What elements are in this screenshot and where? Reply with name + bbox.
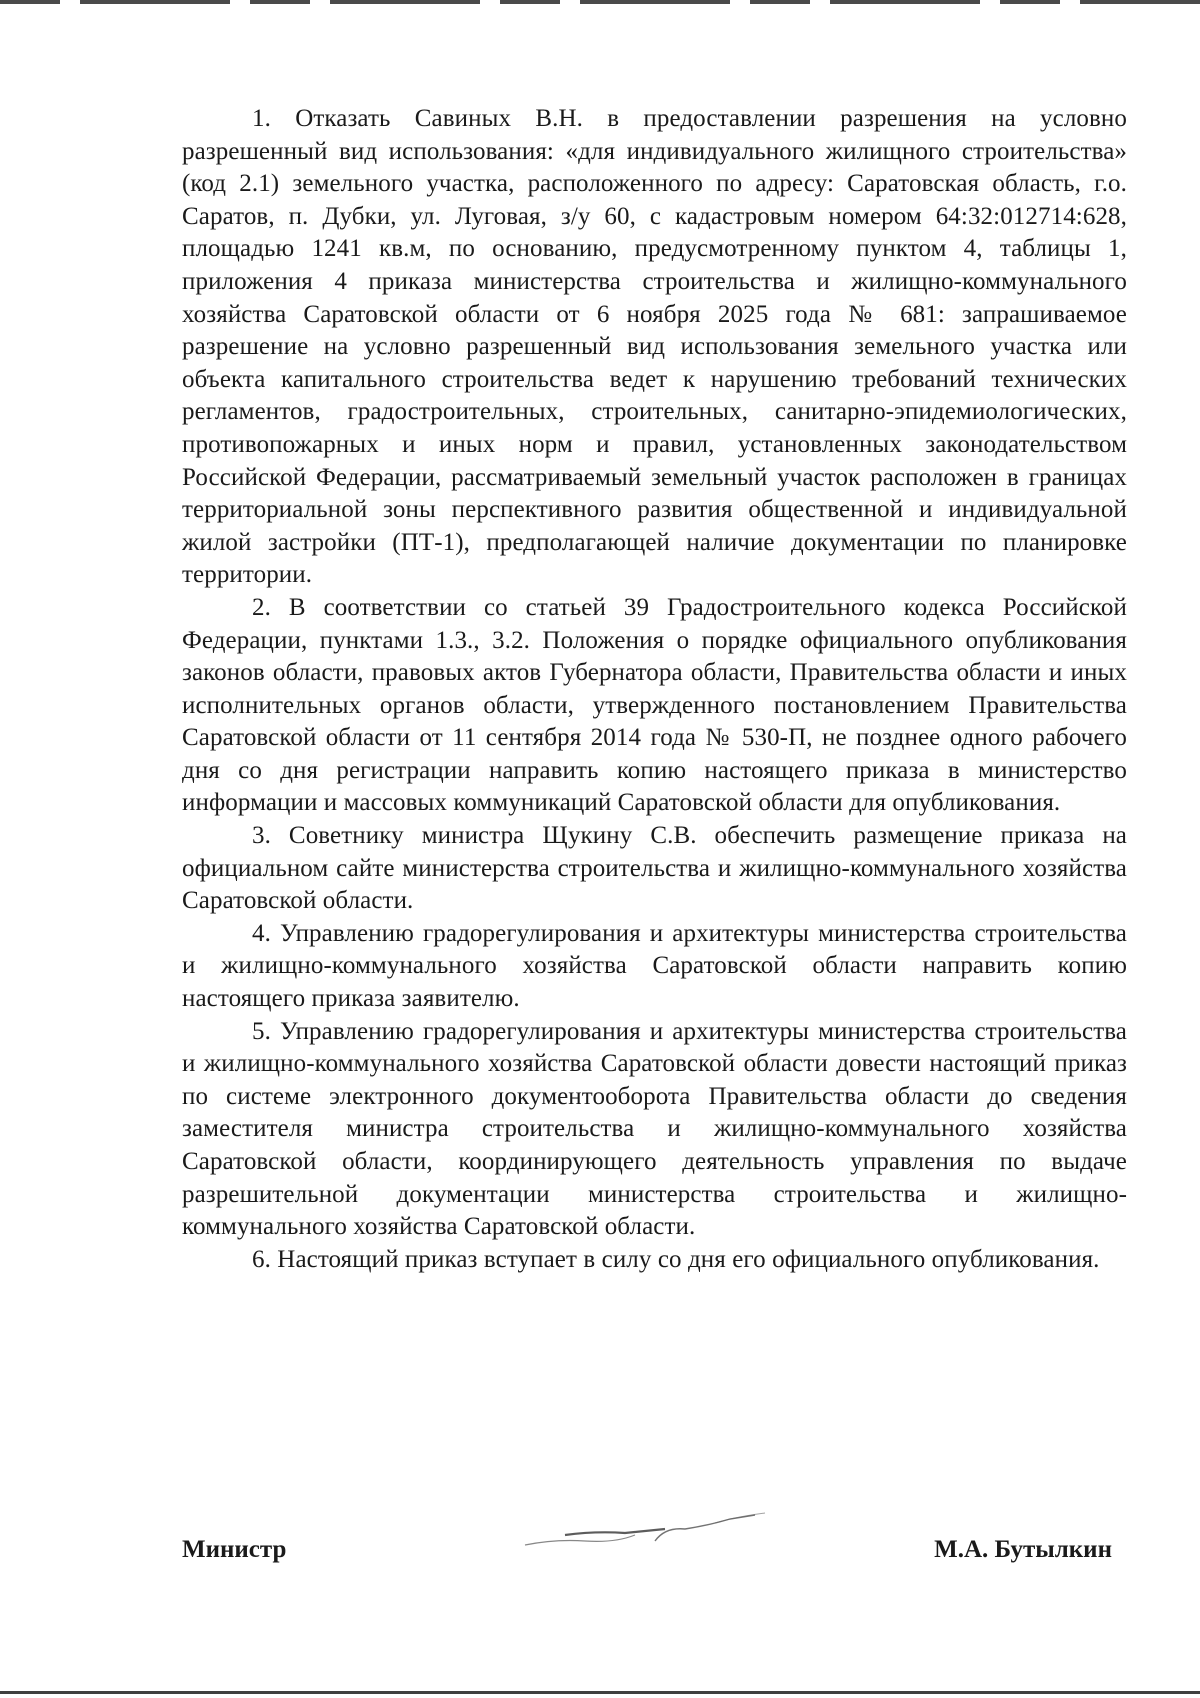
signature-block xyxy=(182,1536,1112,1576)
paragraph-5: 5. Управлению градорегулирования и архитектуры министерства строительства и жилищно-коммунального хозяйства Саратовской области довести настоящий приказ по системе электронного документооборота Правительства области до сведения заместителя министра строительства и жилищно-коммунального хозяйства Саратовской области, координирующего деятельность управления по выдаче разрешительной документации министерства строительства и жилищно-коммунального хозяйства Саратовской области. xyxy=(182,1017,1127,1241)
document-body xyxy=(182,103,1127,1276)
signatory-name: М.А. Бутылкин xyxy=(934,1536,1112,1563)
paragraph-1: 1. Отказать Савиных В.Н. в предоставлении разрешения на условно разрешенный вид использования: «для индивидуального жилищного строительства» (код 2.1) земельного участка, расположенного по адресу: Саратовская область, г.о. Саратов, п. Дубки, ул. Луговая, з/у 60, с кадастровым номером 64:32:012714:628, площадью 1241 кв.м, по основанию, предусмотренному пунктом 4, таблицы 1, приложения 4 приказа министерства строительства и жилищно-коммунального хозяйства Саратовской области от 6 ноября 2025 года № 681: запрашиваемое разрешение на условно разрешенный вид использования земельного участка или объекта капитального строительства ведет к нарушению требований технических регламентов, градостроительных, строительных, санитарно-эпидемиологических, противопожарных и иных норм и правил, установленных законодательством Российской Федерации, рассматриваемый земельный участок расположен в границах территориальной зоны перспективного развития общественной и индивидуальной жилой застройки (ПТ-1), предполагающей наличие документации по планировке территории. xyxy=(182,105,1127,589)
paragraph-3: 3. Советнику министра Щукину С.В. обеспечить размещение приказа на официальном сайте министерства строительства и жилищно-коммунального хозяйства Саратовской области. xyxy=(182,822,1127,915)
scan-top-edge xyxy=(0,0,1200,4)
paragraph-2: 2. В соответствии со статьей 39 Градостроительного кодекса Российской Федерации, пунктами 1.3., 3.2. Положения о порядке официального опубликования законов области, правовых актов Губернатора области, Правительства области и иных исполнительных органов области, утвержденного постановлением Правительства Саратовской области от 11 сентября 2014 года № 530-П, не позднее одного рабочего дня со дня регистрации направить копию настоящего приказа в министерство информации и массовых коммуникаций Саратовской области для опубликования. xyxy=(182,593,1127,817)
scan-bottom-edge xyxy=(0,1691,1200,1694)
signatory-position: Министр xyxy=(182,1536,287,1563)
paragraph-4: 4. Управлению градорегулирования и архитектуры министерства строительства и жилищно-коммунального хозяйства Саратовской области направить копию настоящего приказа заявителю. xyxy=(182,919,1127,1013)
paragraph-6: 6. Настоящий приказ вступает в силу со дня его официального опубликования. xyxy=(252,1245,1100,1273)
